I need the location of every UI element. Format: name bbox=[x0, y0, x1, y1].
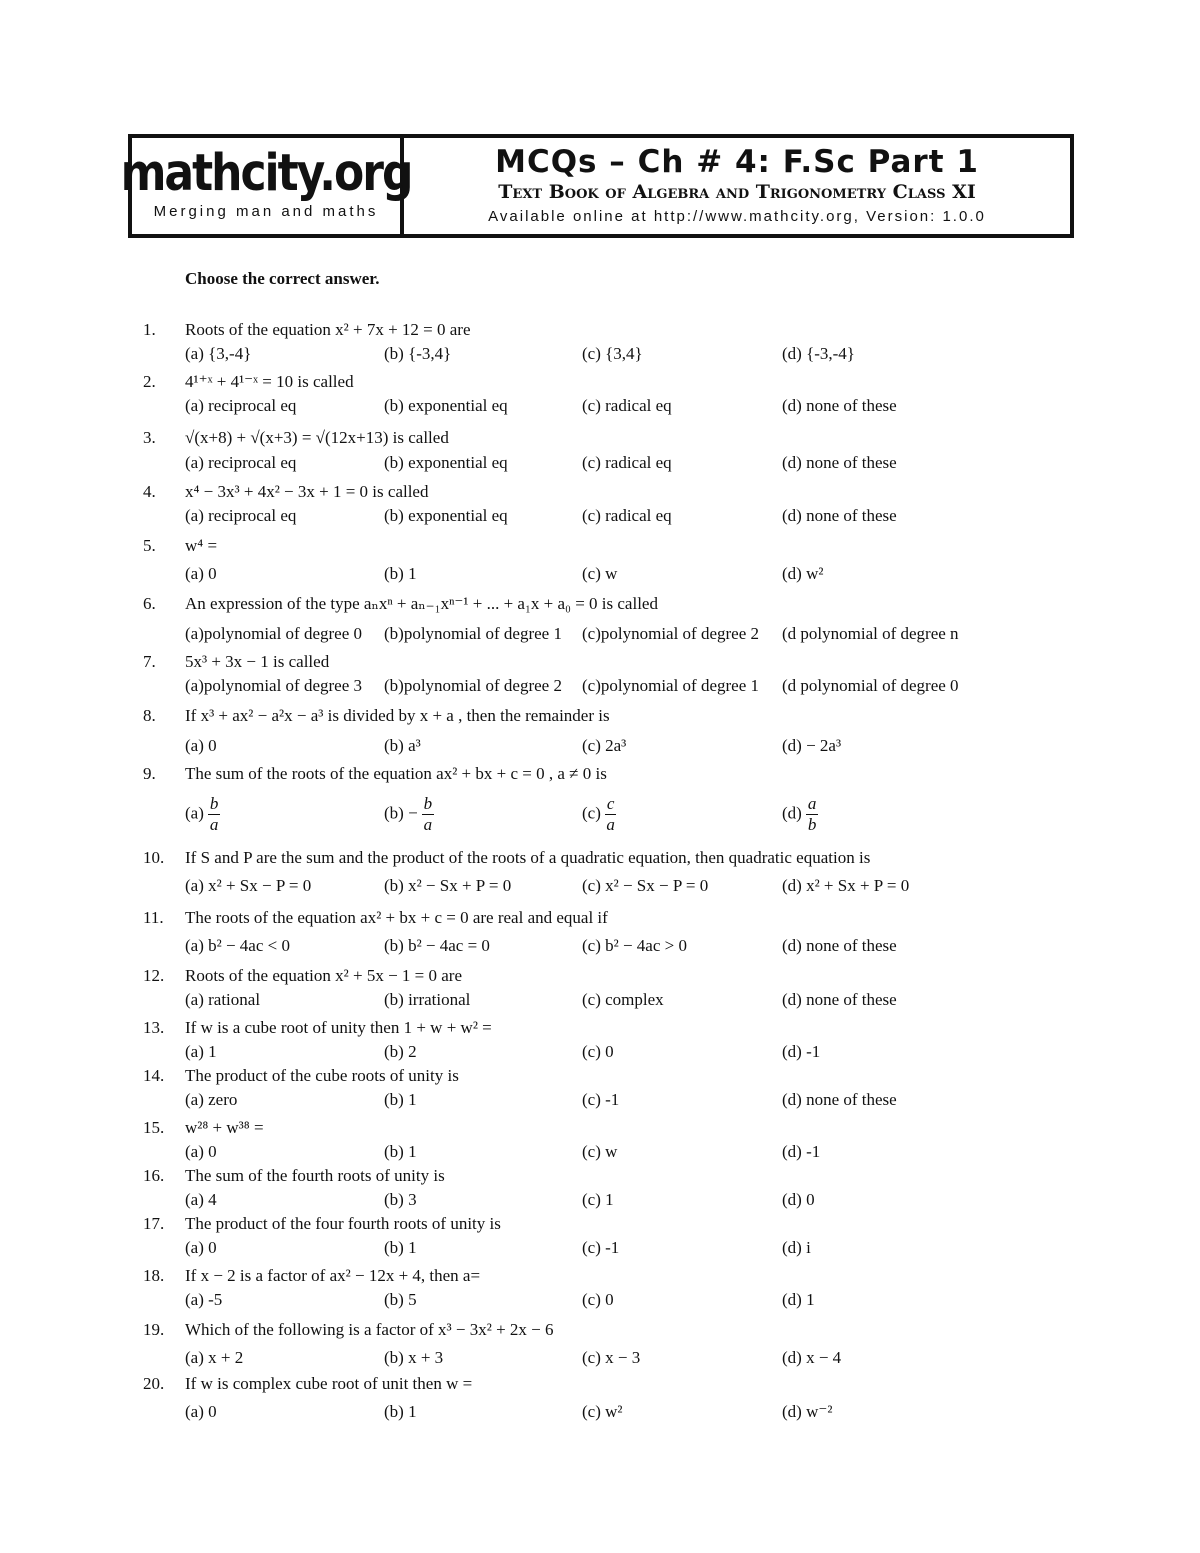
question-text: Which of the following is a factor of x³ − 3x² + 2x − 6 bbox=[185, 1320, 554, 1339]
availability-line: Available online at http://www.mathcity.org, Version: 1.0.0 bbox=[488, 208, 986, 225]
answer-option: (b) 1 bbox=[384, 1090, 417, 1109]
answer-option: (b) x² − Sx + P = 0 bbox=[384, 876, 512, 895]
answer-option: (d polynomial of degree n bbox=[782, 624, 959, 643]
answer-option: (b) irrational bbox=[384, 990, 471, 1009]
answer-option: (b)polynomial of degree 2 bbox=[384, 676, 562, 695]
answer-option: (b) 1 bbox=[384, 564, 417, 583]
answer-option: (c) radical eq bbox=[582, 396, 672, 415]
answer-option: (d) none of these bbox=[782, 396, 897, 415]
answer-option: (b) a³ bbox=[384, 736, 421, 755]
answer-option: (c) radical eq bbox=[582, 506, 672, 525]
document-header bbox=[120, 134, 1074, 238]
question-number: 6. bbox=[143, 594, 156, 613]
answer-option: (d) i bbox=[782, 1238, 811, 1257]
document-title: MCQs – Ch # 4: F.Sc Part 1 bbox=[495, 144, 979, 180]
answer-option: (c) {3,4} bbox=[582, 344, 643, 363]
fraction-denominator: a bbox=[209, 815, 219, 834]
question-number: 16. bbox=[143, 1166, 165, 1185]
question-text: x⁴ − 3x³ + 4x² − 3x + 1 = 0 is called bbox=[185, 482, 429, 501]
answer-option: (a) 0 bbox=[185, 1402, 217, 1421]
fraction-numerator: b bbox=[423, 794, 433, 813]
question-text: An expression of the type aₙxⁿ + aₙ₋₁xⁿ⁻¹ + ... + a₁x + a₀ = 0 is called bbox=[185, 594, 658, 613]
question-text: The product of the four fourth roots of unity is bbox=[185, 1214, 501, 1233]
question-number: 11. bbox=[143, 908, 164, 927]
answer-option: (a) b² − 4ac < 0 bbox=[185, 936, 290, 955]
question-number: 7. bbox=[143, 652, 156, 671]
fraction bbox=[605, 794, 617, 835]
question-text: If w is a cube root of unity then 1 + w + w² = bbox=[185, 1018, 492, 1037]
answer-option: (d) − 2a³ bbox=[782, 736, 842, 755]
question-text: √(x+8) + √(x+3) = √(12x+13) is called bbox=[185, 428, 449, 447]
fraction-denominator: a bbox=[606, 815, 615, 834]
answer-option: (a) {3,-4} bbox=[185, 344, 252, 363]
answer-option: (d) x² + Sx + P = 0 bbox=[782, 876, 910, 895]
answer-option: (b) exponential eq bbox=[384, 396, 508, 415]
answer-option: (c) complex bbox=[582, 990, 664, 1009]
answer-option: (c) x² − Sx − P = 0 bbox=[582, 876, 709, 895]
answer-option: (d) $\frac{a}{b}$ bbox=[782, 794, 817, 834]
answer-option: (b) 1 bbox=[384, 1238, 417, 1257]
answer-option: (c) 2a³ bbox=[582, 736, 627, 755]
answer-option: (c) x − 3 bbox=[582, 1348, 641, 1367]
answer-option: (b) 3 bbox=[384, 1190, 417, 1209]
question-number: 13. bbox=[143, 1018, 165, 1037]
answer-option: (a) 0 bbox=[185, 736, 217, 755]
question-text: 5x³ + 3x − 1 is called bbox=[185, 652, 330, 671]
answer-option: (a) reciprocal eq bbox=[185, 453, 297, 472]
question-text: If w is complex cube root of unit then w = bbox=[185, 1374, 473, 1393]
answer-option: (d) 0 bbox=[782, 1190, 815, 1209]
question-number: 17. bbox=[143, 1214, 165, 1233]
answer-option: (d) none of these bbox=[782, 506, 897, 525]
answer-option: (d) none of these bbox=[782, 990, 897, 1009]
answer-option: (c) w² bbox=[582, 1402, 623, 1421]
question-number: 18. bbox=[143, 1266, 165, 1285]
fraction-denominator: a bbox=[423, 815, 433, 834]
answer-option: (b) exponential eq bbox=[384, 506, 508, 525]
question-text: Roots of the equation x² + 7x + 12 = 0 are bbox=[185, 320, 471, 339]
answer-option: (a) $\frac{b}{a}$ bbox=[185, 794, 219, 834]
question-number: 3. bbox=[143, 428, 156, 447]
answer-option: (c)polynomial of degree 2 bbox=[582, 624, 760, 643]
fraction bbox=[208, 794, 221, 835]
answer-option: (c) 0 bbox=[582, 1042, 614, 1061]
fraction bbox=[422, 794, 435, 835]
answer-option: (c) 1 bbox=[582, 1190, 614, 1209]
answer-option: (a) 4 bbox=[185, 1190, 217, 1209]
answer-option: (c) 0 bbox=[582, 1290, 614, 1309]
brand-tagline: Merging man and maths bbox=[153, 202, 379, 220]
brand-box bbox=[120, 138, 412, 234]
answer-option: (b) x + 3 bbox=[384, 1348, 444, 1367]
question-text: If x³ + ax² − a²x − a³ is divided by x + a , then the remainder is bbox=[185, 706, 610, 725]
answer-option: (d) w² bbox=[782, 564, 824, 583]
fraction-numerator: a bbox=[807, 794, 817, 813]
question-number: 2. bbox=[143, 372, 156, 391]
answer-option: (a) 0 bbox=[185, 1238, 217, 1257]
question-number: 12. bbox=[143, 966, 165, 985]
answer-option: (d) -1 bbox=[782, 1142, 821, 1161]
question-text: w⁴ = bbox=[185, 536, 218, 555]
question-text: If x − 2 is a factor of ax² − 12x + 4, then a= bbox=[185, 1266, 481, 1285]
answer-option: (c) b² − 4ac > 0 bbox=[582, 936, 687, 955]
answer-option: (c)polynomial of degree 1 bbox=[582, 676, 760, 695]
answer-option: (a) zero bbox=[185, 1090, 238, 1109]
question-number: 14. bbox=[143, 1066, 165, 1085]
document-subtitle: Text Book of Algebra and Trigonometry Class XI bbox=[498, 181, 976, 203]
answer-option: (a)polynomial of degree 0 bbox=[185, 624, 363, 643]
answer-option: (a) x + 2 bbox=[185, 1348, 244, 1367]
answer-option: (b) 2 bbox=[384, 1042, 417, 1061]
question-text: Roots of the equation x² + 5x − 1 = 0 are bbox=[185, 966, 463, 985]
answer-option: (a) rational bbox=[185, 990, 261, 1009]
answer-option: (b) b² − 4ac = 0 bbox=[384, 936, 490, 955]
question-number: 8. bbox=[143, 706, 156, 725]
question-number: 5. bbox=[143, 536, 156, 555]
answer-option: (b) exponential eq bbox=[384, 453, 508, 472]
answer-option: (d) -1 bbox=[782, 1042, 821, 1061]
answer-option: (c) $\frac{c}{a}$ bbox=[582, 794, 615, 834]
answer-option: (d) none of these bbox=[782, 453, 897, 472]
question-text: The product of the cube roots of unity is bbox=[185, 1066, 459, 1085]
answer-option: (a) -5 bbox=[185, 1290, 223, 1309]
fraction-numerator: c bbox=[606, 794, 615, 813]
answer-option: (b) 5 bbox=[384, 1290, 417, 1309]
answer-option: (b) {-3,4} bbox=[384, 344, 452, 363]
answer-option: (d) none of these bbox=[782, 936, 897, 955]
answer-option: (a) 0 bbox=[185, 564, 217, 583]
question-number: 19. bbox=[143, 1320, 165, 1339]
answer-option: (a) x² + Sx − P = 0 bbox=[185, 876, 312, 895]
answer-option: (a) reciprocal eq bbox=[185, 396, 297, 415]
title-box bbox=[404, 138, 1070, 234]
fraction bbox=[806, 794, 819, 835]
answer-option: (c) w bbox=[582, 564, 618, 583]
answer-option: (d) none of these bbox=[782, 1090, 897, 1109]
answer-option: (d polynomial of degree 0 bbox=[782, 676, 959, 695]
answer-option: (b) 1 bbox=[384, 1402, 417, 1421]
answer-option: (b)polynomial of degree 1 bbox=[384, 624, 562, 643]
question-number: 20. bbox=[143, 1374, 165, 1393]
answer-option: (c) w bbox=[582, 1142, 618, 1161]
fraction-numerator: b bbox=[209, 794, 219, 813]
question-text: The roots of the equation ax² + bx + c = 0 are real and equal if bbox=[185, 908, 608, 927]
question-number: 15. bbox=[143, 1118, 165, 1137]
fraction-denominator: b bbox=[807, 815, 817, 834]
answer-option: (b) − $\frac{b}{a}$ bbox=[384, 794, 433, 834]
answer-option: (a) 1 bbox=[185, 1042, 217, 1061]
answer-option: (a)polynomial of degree 3 bbox=[185, 676, 363, 695]
answer-option: (c) radical eq bbox=[582, 453, 672, 472]
answer-option: (d) {-3,-4} bbox=[782, 344, 855, 363]
answer-option: (a) 0 bbox=[185, 1142, 217, 1161]
question-number: 1. bbox=[143, 320, 156, 339]
answer-option: (a) reciprocal eq bbox=[185, 506, 297, 525]
question-number: 4. bbox=[143, 482, 156, 501]
answer-option: (b) 1 bbox=[384, 1142, 417, 1161]
answer-option: (d) w⁻² bbox=[782, 1402, 833, 1421]
question-text: The sum of the roots of the equation ax² + bx + c = 0 , a ≠ 0 is bbox=[185, 764, 607, 783]
question-text: If S and P are the sum and the product of the roots of a quadratic equation, then quadratic equation is bbox=[185, 848, 871, 867]
answer-option: (c) -1 bbox=[582, 1238, 620, 1257]
question-number: 10. bbox=[143, 848, 165, 867]
answer-option: (c) -1 bbox=[582, 1090, 620, 1109]
answer-option: (d) 1 bbox=[782, 1290, 815, 1309]
question-text: w²⁸ + w³⁸ = bbox=[185, 1118, 264, 1137]
question-text: The sum of the fourth roots of unity is bbox=[185, 1166, 445, 1185]
answer-option: (d) x − 4 bbox=[782, 1348, 842, 1367]
instruction: Choose the correct answer. bbox=[185, 269, 380, 288]
question-text: 4¹⁺ˣ + 4¹⁻ˣ = 10 is called bbox=[185, 372, 354, 391]
question-number: 9. bbox=[143, 764, 156, 783]
brand-logo: mathcity.org bbox=[120, 143, 412, 203]
